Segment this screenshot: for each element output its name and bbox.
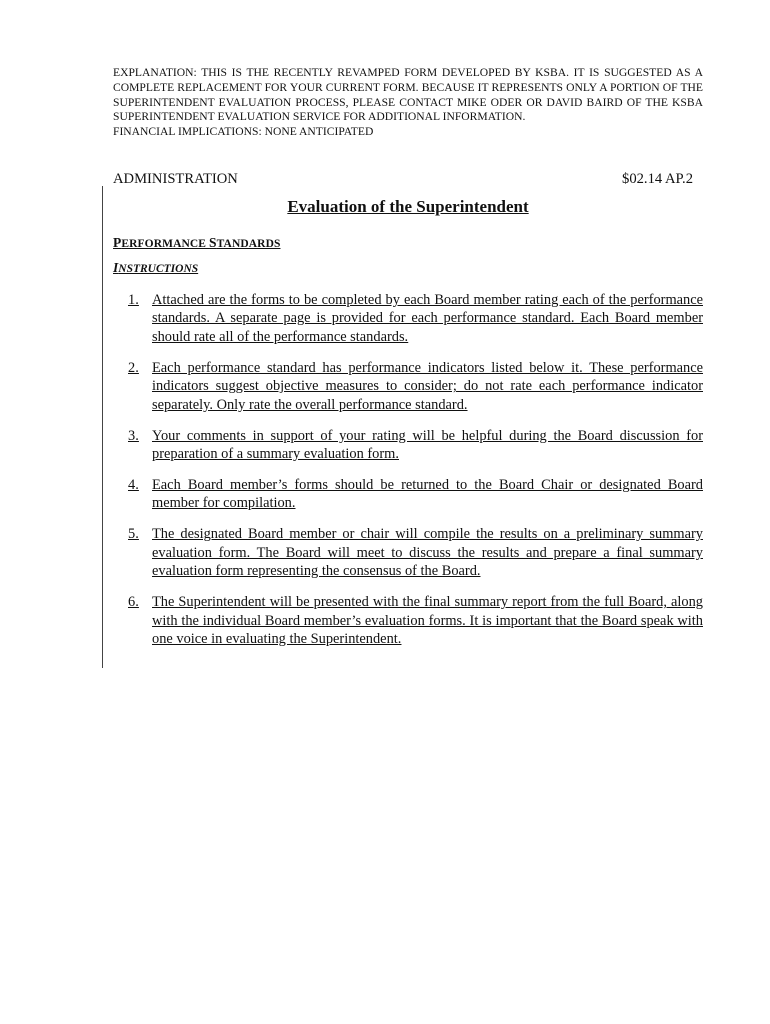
explanation-block bbox=[113, 66, 703, 140]
instructions-list bbox=[128, 291, 703, 661]
item-text: Attached are the forms to be completed by each Board member rating each of the performance standards. A separate page is provided for each performance standard. Each Board member should rate all of the performance standards. bbox=[152, 292, 703, 345]
heading-rest-2: TANDARDS bbox=[216, 238, 281, 250]
section-name: ADMINISTRATION bbox=[113, 171, 238, 187]
item-number: 3. bbox=[128, 427, 139, 444]
explanation-text: EXPLANATION: THIS IS THE RECENTLY REVAMPED FORM DEVELOPED BY KSBA. IT IS SUGGESTED AS A COMPLETE REPLACEMENT FOR YOUR CURRENT FORM. BECAUSE IT REPRESENTS ONLY A PORTION OF THE SUPERINTENDENT EVALUATION PROCESS, PLEASE CONTACT MIKE ODER OR DAVID BAIRD OF THE KSBA SUPERINTENDENT EVALUATION SERVICE FOR ADDITIONAL INFORMATION. bbox=[113, 66, 703, 124]
item-text: Your comments in support of your rating will be helpful during the Board discussion for preparation of a summary evaluation form. bbox=[152, 427, 703, 463]
list-item bbox=[128, 359, 703, 414]
instructions-heading bbox=[113, 260, 198, 276]
list-item bbox=[128, 593, 703, 648]
item-number: 4. bbox=[128, 477, 139, 494]
item-number: 6. bbox=[128, 594, 139, 611]
item-text: Each Board member’s forms should be returned to the Board Chair or designated Board member for compilation. bbox=[152, 477, 703, 512]
financial-implications: FINANCIAL IMPLICATIONS: NONE ANTICIPATED bbox=[113, 125, 374, 139]
heading-cap-1: P bbox=[113, 235, 122, 250]
page-title: Evaluation of the Superintendent bbox=[287, 197, 529, 216]
heading-cap-2: S bbox=[209, 235, 217, 250]
subheading-rest: NSTRUCTIONS bbox=[118, 263, 199, 275]
subheading-cap: I bbox=[113, 260, 119, 275]
policy-code: $02.14 AP.2 bbox=[622, 171, 693, 187]
item-number: 2. bbox=[128, 359, 139, 376]
list-item bbox=[128, 525, 703, 580]
list-item bbox=[128, 291, 703, 346]
revision-bar bbox=[102, 186, 103, 668]
item-number: 1. bbox=[128, 292, 139, 308]
item-text: The designated Board member or chair will compile the results on a preliminary summary evaluation form. The Board will meet to discuss the results and prepare a final summary evaluation form representing the consensus of the Board. bbox=[152, 526, 703, 580]
list-item bbox=[128, 476, 703, 513]
item-text: The Superintendent will be presented with the final summary report from the full Board, along with the individual Board member’s evaluation forms. It is important that the Board speak with one voice in evaluating the Superintendent. bbox=[152, 594, 703, 648]
list-item bbox=[128, 427, 703, 464]
heading-rest-1: ERFORMANCE bbox=[121, 238, 210, 250]
performance-standards-heading bbox=[113, 235, 280, 251]
item-number: 5. bbox=[128, 526, 139, 543]
item-text: Each performance standard has performance indicators listed below it. These performance indicators suggest objective measures to consider; do not rate each performance indicator separately. Only rate the overall performance standard. bbox=[152, 359, 703, 413]
